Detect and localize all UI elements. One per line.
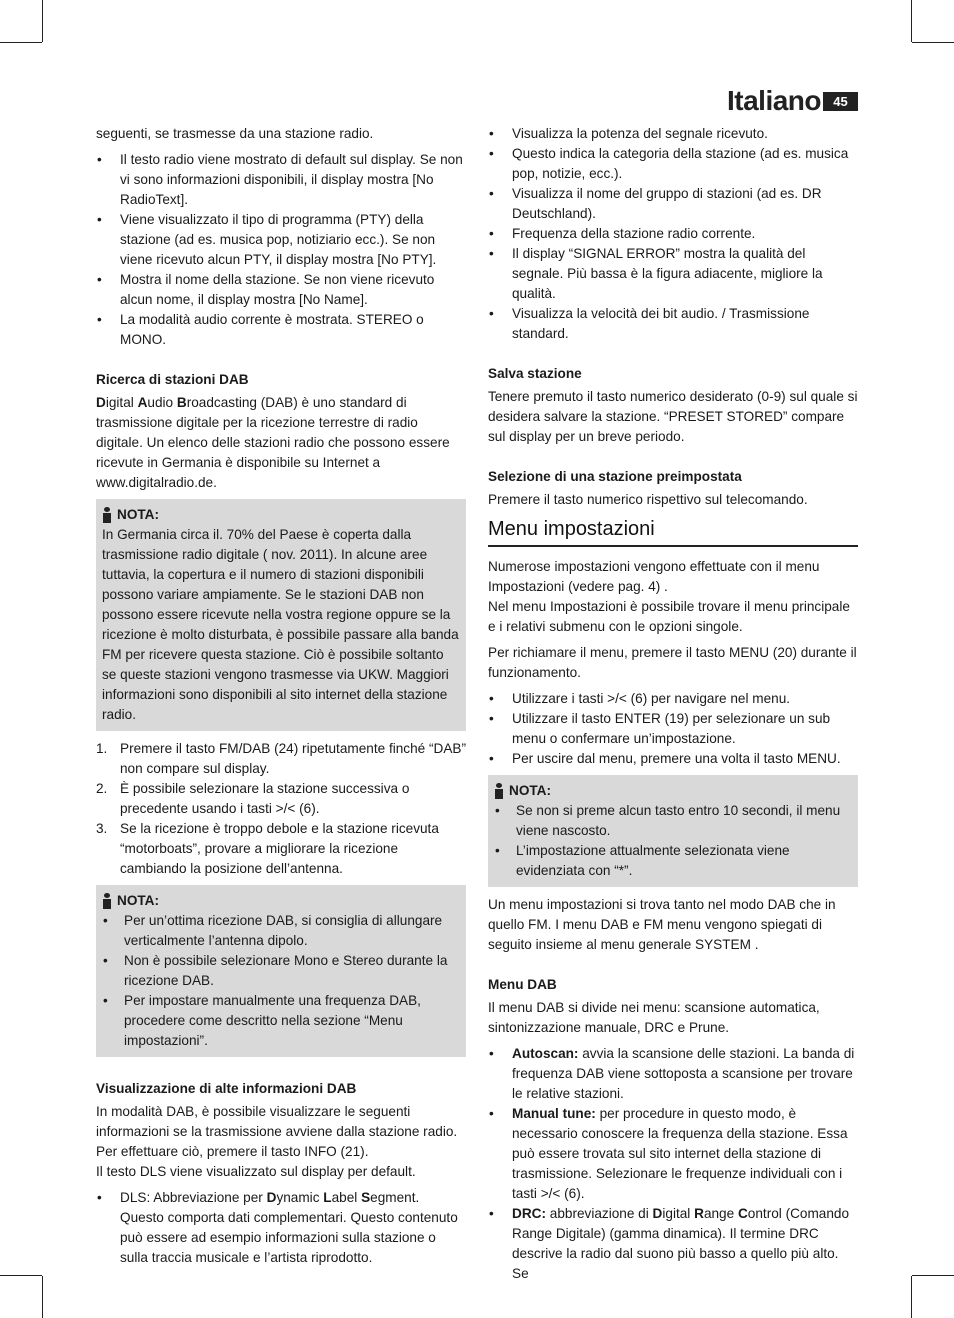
section-heading: Selezione di una stazione preimpostata <box>488 469 742 484</box>
note-text: In Germania circa il. 70% del Paese è coperta dalla trasmissione radio digitale ( nov. 2011). In alcune aree tuttavia, la copertura e il numero di stazioni disponibili possono variare ampiamente. Se le stazioni DAB non possono essere ricevute nella vostra regione oppure se la ricezione è molto disturbata, è possibile passare alla banda FM per ricevere questa stazione. Ciò è possibile soltanto se queste stazioni vengono trasmesse via UKW. Maggiori informazioni sono disponibili al sito internet della stazione radio. <box>102 527 459 722</box>
paragraph: Nel menu Impostazioni è possibile trovare il menu principale e i relativi submenu con le opzioni singole. <box>488 599 850 634</box>
list-item: • Per un’ottima ricezione DAB, si consiglia di allungare verticalmente l’antenna dipolo. <box>102 911 460 951</box>
list-item: • Manual tune: per procedure in questo modo, è necessario conoscere la frequenza della stazione. Essa può essere trovata sul sito internet della stazione di trasmissione. Selezionare le frequenze individuali con i tasti >/< (6). <box>488 1104 858 1204</box>
list-item: • Per impostare manualmente una frequenza DAB, procedere come descritto nella sezione “Menu impostazioni”. <box>102 991 460 1051</box>
paragraph: Digital Audio Broadcasting (DAB) è uno standard di trasmissione digitale per la ricezione terrestre di radio digitale. Un elenco delle stazioni radio che possono essere ricevute in Germania è disponibile su Internet a www.digitalradio.de. <box>96 395 450 490</box>
list-item: 1. Premere il tasto FM/DAB (24) ripetutamente finché “DAB” non compare sul display. <box>96 741 467 776</box>
list-item: • Mostra il nome della stazione. Se non viene ricevuto alcun nome, il display mostra [No Name]. <box>96 270 466 310</box>
list-item: • Visualizza il nome del gruppo di stazioni (ad es. DR Deutschland). <box>488 184 858 224</box>
list-item: • Il display “SIGNAL ERROR” mostra la qualità del segnale. Più bassa è la figura adiacente, migliore la qualità. <box>488 244 858 304</box>
crop-mark <box>0 1275 42 1276</box>
info-icon <box>102 507 112 523</box>
section-heading: Visualizzazione di alte informazioni DAB <box>96 1081 357 1096</box>
crop-mark <box>911 0 912 42</box>
crop-mark <box>912 1275 954 1276</box>
list-item: • Non è possibile selezionare Mono e Stereo durante la ricezione DAB. <box>102 951 460 991</box>
list-item: • DRC: abbreviazione di Digital Range Control (Comando Range Digitale) (gamma dinamica). Il termine DRC descrive la radio dal suono più basso a quello più alto. Se <box>488 1204 858 1284</box>
list-item: • La modalità audio corrente è mostrata. STEREO o MONO. <box>96 310 466 350</box>
list-item: • Visualizza la potenza del segnale ricevuto. <box>488 124 858 144</box>
crop-mark <box>42 1276 43 1318</box>
list-item: • Utilizzare i tasti >/< (6) per navigare nel menu. <box>488 689 858 709</box>
note-label: NOTA: <box>509 783 552 798</box>
bullet-list <box>96 150 466 350</box>
page-number: 45 <box>823 92 858 111</box>
info-icon <box>102 893 112 909</box>
list-item: • Autoscan: avvia la scansione delle stazioni. La banda di frequenza DAB viene sottoposta a scansione per trovare le relative stazioni. <box>488 1044 858 1104</box>
crop-mark <box>911 1276 912 1318</box>
right-column <box>488 124 858 1290</box>
section-heading: Salva stazione <box>488 366 582 381</box>
note-label: NOTA: <box>117 893 160 908</box>
list-item: • Per uscire dal menu, premere una volta il tasto MENU. <box>488 749 858 769</box>
section-heading: Menu DAB <box>488 977 557 992</box>
list-item: • DLS: Abbreviazione per Dynamic Label Segment. Questo comporta dati complementari. Questo contenuto può essere ad esempio informazioni sulla stazione o sulla traccia musicale e l’artista riprodotto. <box>96 1188 466 1268</box>
note-box <box>96 499 466 731</box>
bullet-list <box>488 124 858 344</box>
section-title: Menu impostazioni <box>488 516 858 547</box>
list-item: • Utilizzare il tasto ENTER (19) per selezionare un sub menu o confermare un’impostazione. <box>488 709 858 749</box>
list-item: • Viene visualizzato il tipo di programma (PTY) della stazione (ad es. musica pop, notiziario ecc.). Se non viene ricevuto alcun PTY, il display mostra [No PTY]. <box>96 210 466 270</box>
list-item: • Visualizza la velocità dei bit audio. / Trasmissione standard. <box>488 304 858 344</box>
section-heading: Ricerca di stazioni DAB <box>96 372 249 387</box>
note-label: NOTA: <box>117 507 160 522</box>
intro-text: seguenti, se trasmesse da una stazione radio. <box>96 126 374 141</box>
note-box <box>96 885 466 1057</box>
numbered-list <box>96 739 466 879</box>
crop-mark <box>0 42 42 43</box>
list-item: 3. Se la ricezione è troppo debole e la stazione ricevuta “motorboats”, provare a migliorare la ricezione cambiando la posizione dell’antenna. <box>96 821 439 876</box>
list-item: • L’impostazione attualmente selezionata viene evidenziata con “*”. <box>494 841 852 881</box>
list-item: • Questo indica la categoria della stazione (ad es. musica pop, notizie, ecc.). <box>488 144 858 184</box>
page-title: Italiano <box>727 85 822 116</box>
crop-mark <box>912 42 954 43</box>
paragraph: Per richiamare il menu, premere il tasto MENU (20) durante il funzionamento. <box>488 645 857 680</box>
paragraph: Un menu impostazioni si trova tanto nel modo DAB che in quello FM. I menu DAB e FM menu vengono spiegati di seguito insieme al menu generale SYSTEM . <box>488 897 836 952</box>
paragraph: Tenere premuto il tasto numerico desiderato (0-9) sul quale si desidera salvare la stazione. “PRESET STORED” compare sul display per un breve periodo. <box>488 389 858 444</box>
list-item: • Frequenza della stazione radio corrente. <box>488 224 858 244</box>
bullet-list <box>488 689 858 769</box>
paragraph: Il menu DAB si divide nei menu: scansione automatica, sintonizzazione manuale, DRC e Prune. <box>488 1000 820 1035</box>
bullet-list <box>96 1188 466 1268</box>
bullet-list <box>488 1044 858 1284</box>
paragraph: Numerose impostazioni vengono effettuate con il menu Impostazioni (vedere pag. 4) . <box>488 559 820 594</box>
list-item: 2. È possibile selezionare la stazione successiva o precedente usando i tasti >/< (6). <box>96 781 410 816</box>
crop-mark <box>42 0 43 42</box>
list-item: • Se non si preme alcun tasto entro 10 secondi, il menu viene nascosto. <box>494 801 852 841</box>
paragraph: Premere il tasto numerico rispettivo sul telecomando. <box>488 492 808 507</box>
info-icon <box>494 783 504 799</box>
list-item: • Il testo radio viene mostrato di default sul display. Se non vi sono informazioni disponibili, il display mostra [No RadioText]. <box>96 150 466 210</box>
paragraph: Il testo DLS viene visualizzato sul display per default. <box>96 1164 416 1179</box>
paragraph: In modalità DAB, è possibile visualizzare le seguenti informazioni se la trasmissione avviene dalla stazione radio. Per effettuare ciò, premere il tasto INFO (21). <box>96 1104 458 1159</box>
left-column <box>96 124 466 1274</box>
note-box <box>488 775 858 887</box>
